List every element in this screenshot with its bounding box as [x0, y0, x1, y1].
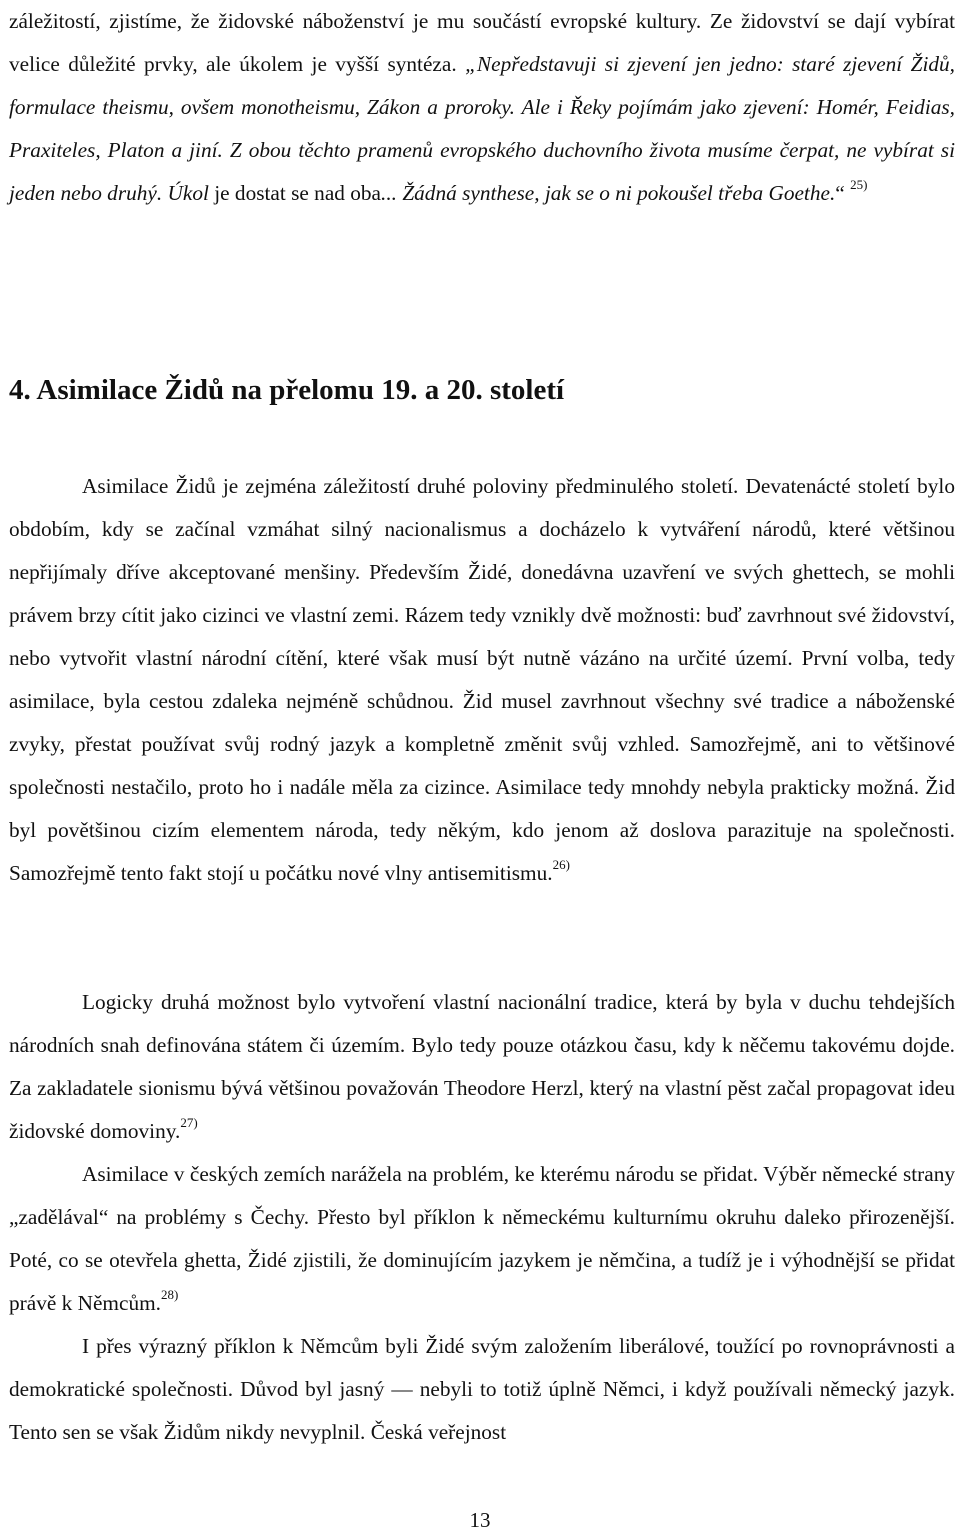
- intro-paragraph: [9, 0, 955, 215]
- footnote-ref-27: 27): [180, 1114, 198, 1130]
- paragraph-2-text: Logicky druhá možnost bylo vytvoření vlastní nacionální tradice, která by byla v duchu tehdejších národních snah definována státem či územím. Bylo tedy pouze otázkou času, kdy k něčemu takovému dojde. Za zakladatele sionismu bývá většinou považován Theodore Herzl, který na vlastní pěst začal propagovat ideu židovské domoviny.: [9, 990, 955, 1143]
- intro-text-2: je dostat se nad oba: [208, 181, 382, 205]
- paragraph-4: [9, 1325, 955, 1454]
- intro-quote-close: “: [835, 181, 845, 205]
- footnote-ref-25: 25): [850, 176, 868, 192]
- intro-text-1: záležitostí, zjistíme, že židovské náboženství je mu součástí evropské kultury. Ze židovství se dají vybírat velice důležité prvky, ale úkolem je vyšší syntéza.: [9, 9, 955, 76]
- paragraph-1: [9, 465, 955, 895]
- paragraph-3-text: Asimilace v českých zemích narážela na problém, ke kterému národu se přidat. Výběr německé strany „zadělával“ na problémy s Čechy. Přesto byl příklon k německému kulturnímu okruhu daleko přirozenější. Poté, co se otevřela ghetta, Židé zjistili, že dominujícím jazykem je němčina, a tudíž je i výhodnější se přidat právě k Němcům.: [9, 1162, 955, 1315]
- page-number: 13: [469, 1508, 491, 1532]
- paragraph-1-text: Asimilace Židů je zejména záležitostí druhé poloviny předminulého století. Devatenácté století bylo obdobím, kdy se začínal vzmáhat silný nacionalismus a docházelo k vytváření národů, které většinou nepřijímaly dříve akceptované menšiny. Především Židé, donedávna uzavření ve svých ghettech, se mohli právem brzy cítit jako cizinci ve vlastní zemi. Rázem tedy vznikly dvě možnosti: buď zavrhnout své židovství, nebo vytvořit vlastní národní cítění, které však musí být nutně vázáno na určité území. První volba, tedy asimilace, byla cestou zdaleka nejméně schůdnou. Žid musel zavrhnout všechny své tradice a náboženské zvyky, přestat používat svůj rodný jazyk a kompletně změnit svůj vzhled. Samozřejmě, ani to většinové společnosti nestačilo, proto ho i nadále měla za cizince. Asimilace tedy mnohdy nebyla prakticky možná. Žid byl povětšinou cizím elementem národa, tedy někým, kdo jenom až doslova parazituje na společnosti. Samozřejmě tento fakt stojí u počátku nové vlny antisemitismu.: [9, 474, 955, 885]
- paragraph-4-text: I přes výrazný příklon k Němcům byli Židé svým založením liberálové, toužící po rovnoprávnosti a demokratické společnosti. Důvod byl jasný — nebyli to totiž úplně Němci, i když používali německý jazyk. Tento sen se však Židům nikdy nevyplnil. Česká veřejnost: [9, 1334, 955, 1444]
- intro-quote-italic: „Nepředstavuji si zjevení jen jedno: staré zjevení Židů, formulace theismu, ovšem monotheismu, Zákon a proroky. Ale i Řeky pojímám jako zjevení: Homér, Feidias, Praxiteles, Platon a jiní. Z obou těchto pramenů evropského duchovního života musíme čerpat, ne vybírat si jeden nebo druhý. Úkol: [9, 52, 955, 205]
- paragraph-3: [9, 1153, 955, 1325]
- footnote-ref-28: 28): [160, 1286, 179, 1302]
- intro-quote-italic-2: ... Žádná synthese, jak se o ni pokoušel třeba Goethe.: [381, 181, 836, 205]
- paragraph-2: [9, 981, 955, 1153]
- section-heading: 4. Asimilace Židů na přelomu 19. a 20. století: [9, 374, 565, 406]
- footnote-ref-26: 26): [552, 856, 570, 872]
